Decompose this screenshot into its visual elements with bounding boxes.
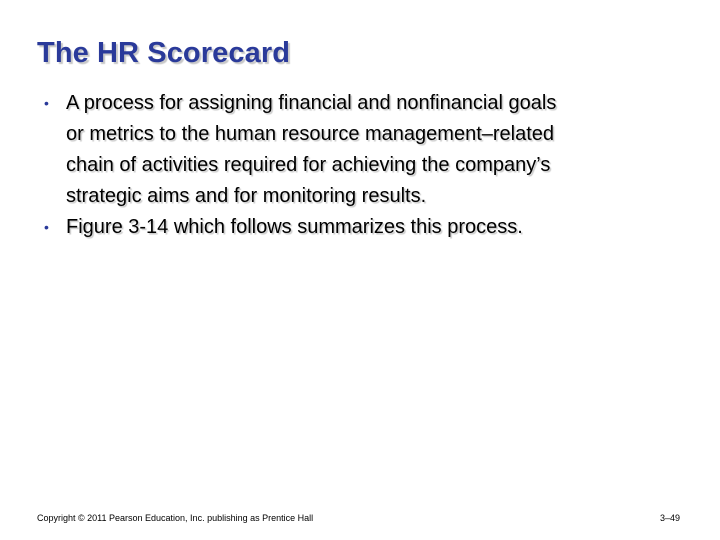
bullet-item bbox=[44, 212, 684, 243]
bullet-list bbox=[44, 88, 684, 243]
page-number: 3–49 bbox=[659, 513, 680, 523]
bullet-dot-icon: • bbox=[44, 219, 49, 235]
bullet-text-line: chain of activities required for achieving the company’s bbox=[66, 154, 551, 176]
bullet-text-line: strategic aims and for monitoring results. bbox=[66, 185, 427, 207]
copyright-footer: Copyright © 2011 Pearson Education, Inc. publishing as Prentice Hall bbox=[37, 513, 314, 523]
bullet-text-line: A process for assigning financial and nonfinancial goals bbox=[66, 92, 557, 114]
bullet-text-line: or metrics to the human resource management–related bbox=[66, 123, 555, 145]
slide-title: The HR Scorecard bbox=[37, 37, 291, 69]
bullet-dot-icon: • bbox=[44, 95, 49, 111]
bullet-item bbox=[44, 88, 684, 212]
bullet-text-line: Figure 3-14 which follows summarizes this process. bbox=[66, 216, 523, 238]
